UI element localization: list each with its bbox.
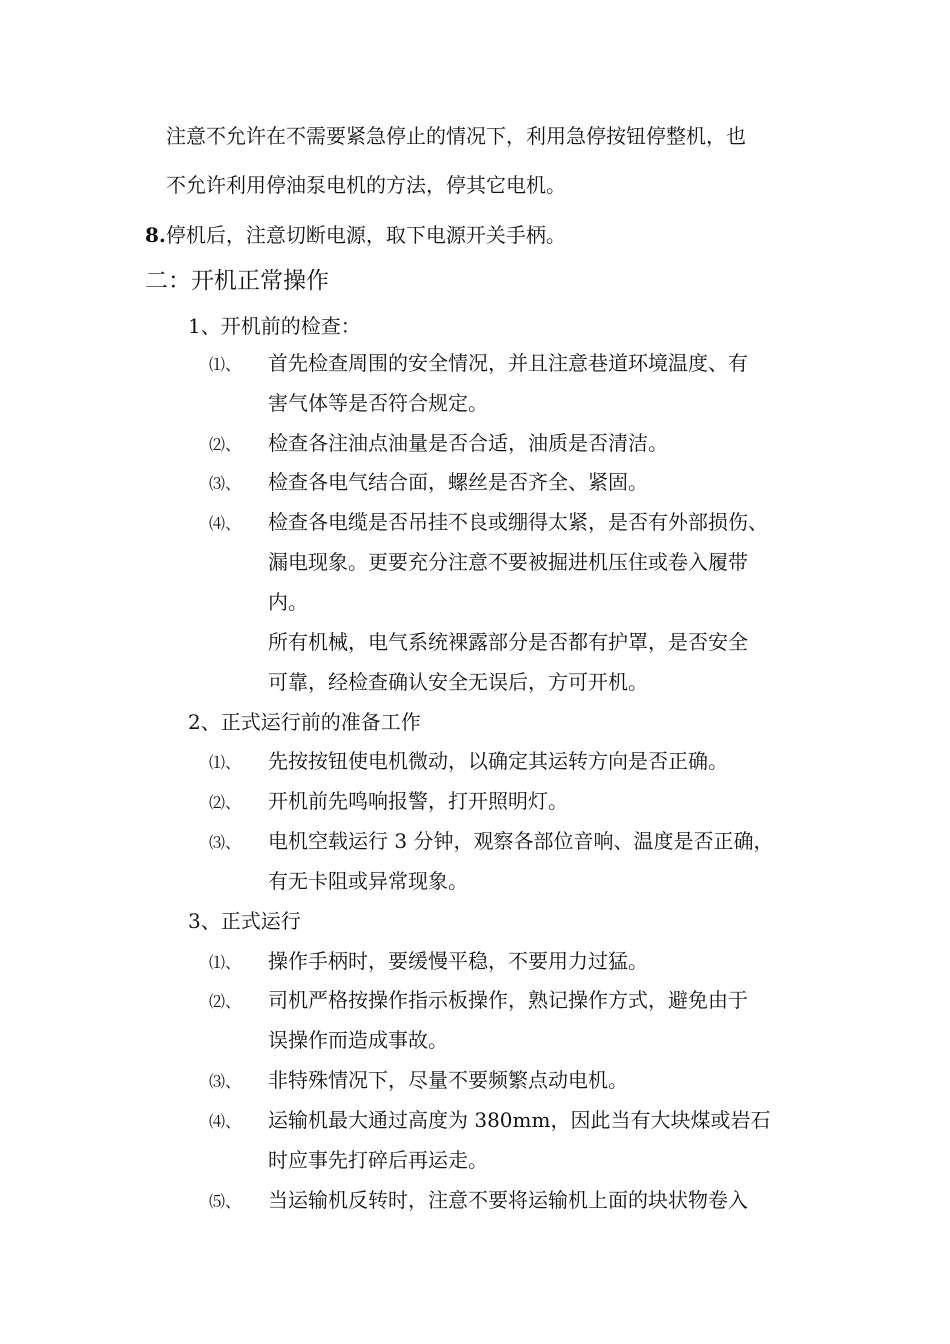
subsection-title: 1、开机前的检查： (188, 314, 361, 338)
item-text: 先按按钮使电机微动，以确定其运转方向是否正确。 (268, 749, 728, 773)
item-8 (145, 222, 566, 248)
item-text: 开机前先鸣响报警，打开照明灯。 (268, 789, 568, 813)
item-number: ⑴、 (209, 753, 242, 772)
item-text: 检查各电气结合面，螺丝是否齐全、紧固。 (268, 470, 648, 494)
item-text: 电机空载运行 3 分钟，观察各部位音响、温度是否正确， (268, 829, 774, 853)
item-number: ⑶、 (209, 833, 242, 852)
item-text: 当运输机反转时，注意不要将运输机上面的块状物卷入 (268, 1188, 748, 1212)
item-text: 漏电现象。更要充分注意不要被掘进机压住或卷入履带 (268, 550, 748, 574)
item-text: 害气体等是否符合规定。 (268, 391, 488, 415)
item-text: 首先检查周围的安全情况，并且注意巷道环境温度、有 (268, 351, 748, 375)
item-text: 操作手柄时，要缓慢平稳，不要用力过猛。 (268, 949, 648, 973)
item-number: ⑵、 (209, 992, 242, 1011)
item-number: 8. (145, 223, 166, 247)
item-number: ⑶、 (209, 474, 242, 493)
item-text: 内。 (268, 590, 308, 614)
item-number: ⑷、 (209, 514, 242, 533)
intro-line: 不允许利用停油泵电机的方法，停其它电机。 (166, 173, 566, 197)
item-text: 运输机最大通过高度为 380mm，因此当有大块煤或岩石 (268, 1108, 771, 1132)
item-number: ⑵、 (209, 435, 242, 454)
item-number: ⑴、 (209, 953, 242, 972)
item-text: 检查各注油点油量是否合适，油质是否清洁。 (268, 431, 668, 455)
item-number: ⑵、 (209, 793, 242, 812)
item-number: ⑸、 (209, 1192, 242, 1211)
item-text: 非特殊情况下，尽量不要频繁点动电机。 (268, 1068, 628, 1092)
subsection-title: 3、正式运行 (188, 909, 301, 933)
subsection-title: 2、正式运行前的准备工作 (188, 710, 421, 734)
item-number: ⑶、 (209, 1072, 242, 1091)
section-heading: 二：开机正常操作 (145, 268, 329, 294)
item-text: 误操作而造成事故。 (268, 1028, 448, 1052)
item-text: 有无卡阻或异常现象。 (268, 869, 468, 893)
item-text: 司机严格按操作指示板操作，熟记操作方式，避免由于 (268, 988, 748, 1012)
item-number: ⑴、 (209, 355, 242, 374)
note-text: 可靠，经检查确认安全无误后，方可开机。 (268, 670, 648, 694)
intro-line: 注意不允许在不需要紧急停止的情况下，利用急停按钮停整机，也 (166, 124, 746, 148)
item-text: 停机后，注意切断电源，取下电源开关手柄。 (165, 223, 566, 247)
item-text: 时应事先打碎后再运走。 (268, 1148, 488, 1172)
item-text: 检查各电缆是否吊挂不良或绷得太紧，是否有外部损伤、 (268, 510, 768, 534)
note-text: 所有机械，电气系统裸露部分是否都有护罩，是否安全 (268, 630, 748, 654)
item-number: ⑷、 (209, 1112, 242, 1131)
